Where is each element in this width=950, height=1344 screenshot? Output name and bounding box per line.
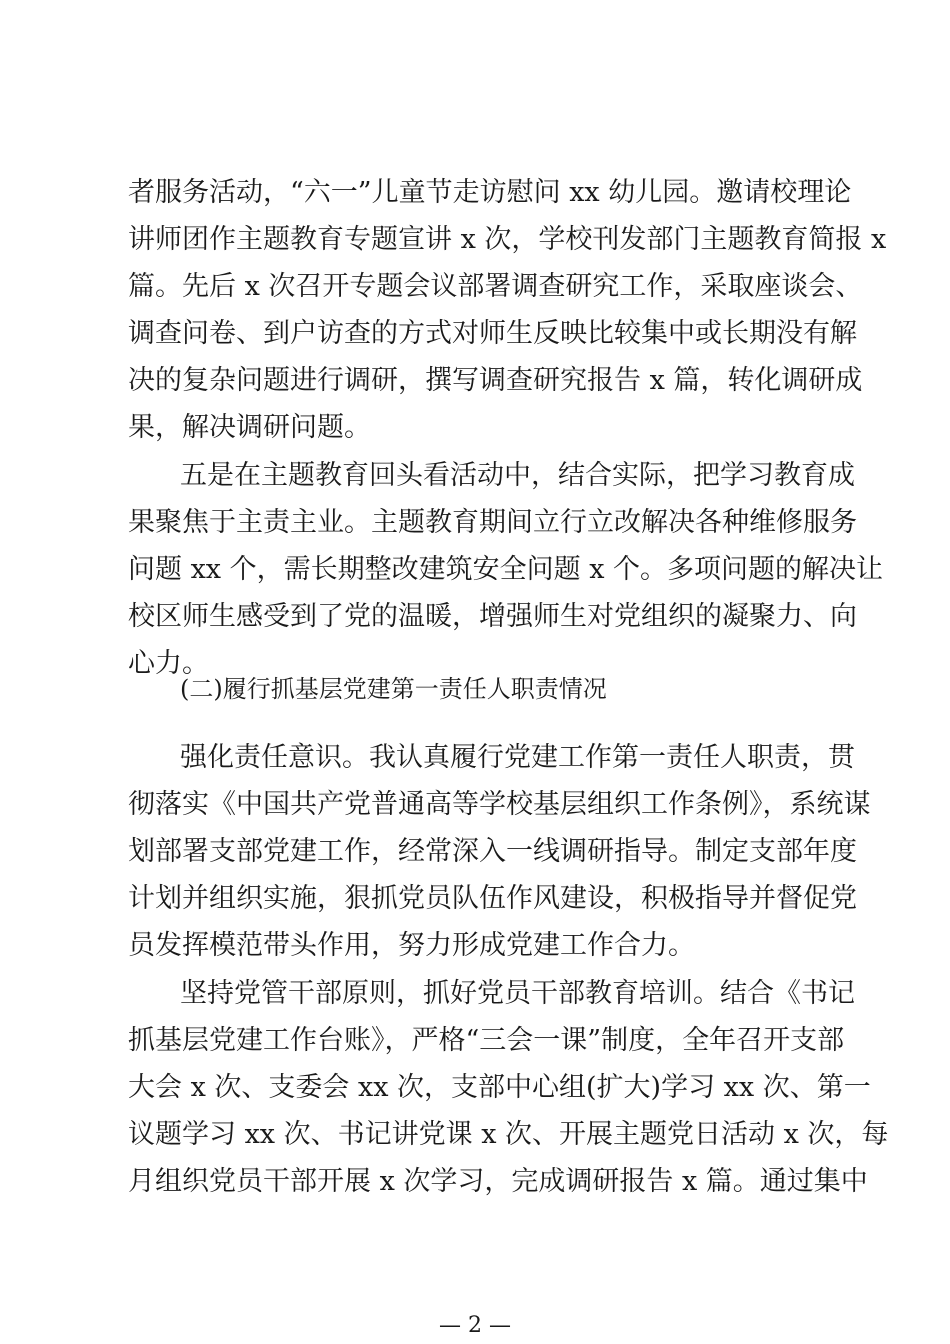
text-line: 校区师生感受到了党的温暖，增强师生对党组织的凝聚力、向 [128,601,857,632]
text-line: 强化责任意识。我认真履行党建工作第一责任人职责，贯 [180,742,855,773]
text-line: 心力。 [128,648,209,679]
text-line: 大会 x 次、支委会 xx 次，支部中心组(扩大)学习 xx 次、第一 [128,1072,871,1103]
text-line: 调查问卷、到户访查的方式对师生反映比较集中或长期没有解 [128,318,857,349]
text-line: 计划并组织实施，狠抓党员队伍作风建设，积极指导并督促党 [128,883,857,914]
text-line: 果聚焦于主责主业。主题教育期间立行立改解决各种维修服务 [128,507,857,538]
text-line: 篇。先后 x 次召开专题会议部署调查研究工作，采取座谈会、 [128,271,863,302]
text-line: 果，解决调研问题。 [128,412,371,443]
text-line: 坚持党管干部原则，抓好党员干部教育培训。结合《书记 [180,978,855,1009]
text-line: 议题学习 xx 次、书记讲党课 x 次、开展主题党日活动 x 次，每 [128,1119,889,1150]
text-line: 划部署支部党建工作，经常深入一线调研指导。制定支部年度 [128,836,857,867]
text-line: 讲师团作主题教育专题宣讲 x 次，学校刊发部门主题教育简报 x [128,224,887,255]
text-line: 抓基层党建工作台账》，严格“三会一课”制度，全年召开支部 [128,1025,845,1056]
text-line: 彻落实《中国共产党普通高等学校基层组织工作条例》，系统谋 [128,789,871,820]
text-line: 问题 xx 个，需长期整改建筑安全问题 x 个。多项问题的解决让 [128,554,884,585]
text-line: 月组织党员干部开展 x 次学习，完成调研报告 x 篇。通过集中 [128,1166,868,1197]
text-line: 五是在主题教育回头看活动中，结合实际，把学习教育成 [180,460,855,491]
text-line: 员发挥模范带头作用，努力形成党建工作合力。 [128,930,695,961]
section-heading: (二)履行抓基层党建第一责任人职责情况 [180,675,607,703]
page-number: — 2 — [439,1313,511,1338]
text-line: 决的复杂问题进行调研，撰写调查研究报告 x 篇，转化调研成 [128,365,863,396]
text-line: 者服务活动，“六一”儿童节走访慰问 xx 幼儿园。邀请校理论 [128,177,852,208]
